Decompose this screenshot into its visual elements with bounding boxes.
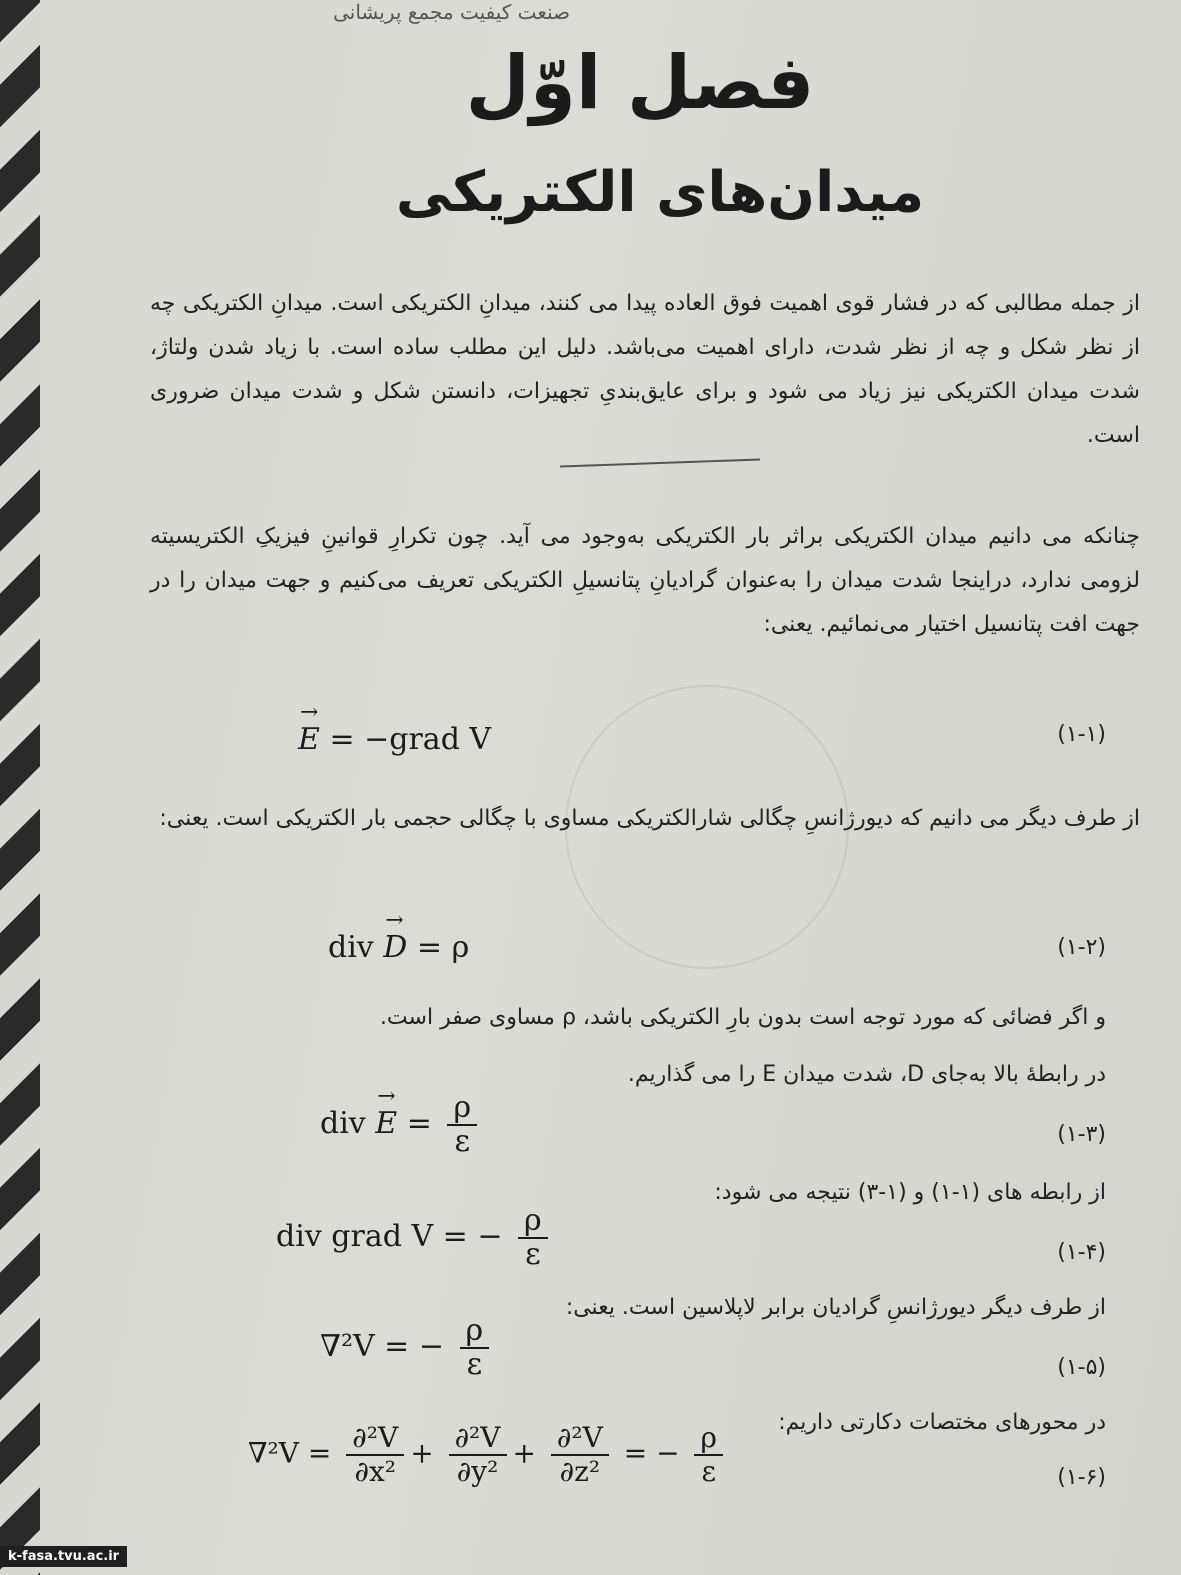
eq6-rhs: = − [623,1436,680,1470]
eq2-lhs: div [328,930,374,965]
eq4-numerator: ρ [518,1205,548,1239]
eq3-lhs: div [320,1106,366,1141]
equation-5-number: (۱-۵) [1057,1355,1106,1380]
eq3-fraction [447,1092,477,1158]
eq1-rhs: = −grad V [329,722,492,757]
eq5-numerator: ρ [460,1315,490,1349]
eq5-lhs: ∇²V = − [320,1329,444,1364]
eq6-lhs: ∇²V = [248,1436,332,1470]
equation-5 [320,1315,495,1381]
running-header: صنعت کیفیت مجمع پریشانی [333,0,570,24]
eq1-lhs: → E [298,722,320,757]
eq3-denominator: ε [454,1124,471,1159]
eq3-equals: = [406,1106,432,1141]
line-8: در محورهای مختصات دکارتی داریم: [778,1410,1106,1435]
watermark: k-fasa.tvu.ac.ir [0,1546,127,1567]
equation-1 [298,722,491,757]
paragraph-2: چنانکه می دانیم میدان الکتریکی براثر بار الکتریکی به‌وجود می آید. چون تکرارِ قوانینِ فیزیکِ الکتریسیته لزومی ندارد، دراینجا شدت میدان را به‌عنوان گرادیانِ پتانسیلِ الکتریکی تعریف می‌کنیم و جهت میدان را در جهت افت پتانسیل اختیار می‌نمائیم. یعنی: [150,524,1140,637]
line-4: و اگر فضائی که مورد توجه است بدون بارِ الکتریکی باشد، ρ مساوی صفر است. [379,1005,1106,1030]
eq6-term-y [449,1422,507,1488]
book-page [40,0,1181,1575]
eq6-term-x [346,1422,404,1488]
eq4-fraction [518,1205,548,1271]
eq6-term-x-den: ∂x² [354,1455,396,1488]
chapter-title: میدان‌های الکتریکی [395,160,925,225]
eq2-rhs: = ρ [416,930,470,965]
eq4-denominator: ε [525,1237,541,1272]
eq2-vector: → D [383,930,407,965]
paragraph-1: از جمله مطالبی که در فشار قوی اهمیت فوق العاده پیدا می کنند، میدانِ الکتریکی است. میدانِ الکتریکی چه از نظر شکل و چه از نظر شدت، دارای اهمیت می‌باشد. دلیل این مطلب ساده است. با زیاد شدن ولتاژ، شدت میدان الکتریکی نیز زیاد می شود و برای عایق‌بندیِ تجهیزات، دانستن شکل و شدت میدان ضروری است. [150,291,1140,448]
equation-4 [276,1205,554,1271]
chapter-number: فصل اوّل [465,40,815,126]
equation-3 [320,1092,483,1158]
line-5: در رابطهٔ بالا به‌جای D، شدت میدان E را می گذاریم. [627,1062,1106,1087]
eq6-term-y-num: ∂²V [449,1422,507,1456]
equation-6: ∇²V = $\frac{\text{∂²V}}{\text{∂x²}}$ + $\frac{\text{∂²V}}{\text{∂y²}}$ + $\frac{\text{∂²V}}{\text{∂z²}}$ = − $\frac{\rho}{\varepsilon}$ [248,1422,729,1488]
equation-2 [328,930,469,965]
eq6-numerator: ρ [694,1422,722,1456]
eq3-vector: → E [375,1106,397,1141]
eq5-denominator: ε [466,1347,483,1382]
eq6-term-z-den: ∂z² [559,1455,601,1488]
line-6: از رابطه های (۱-۱) و (۱-۳) نتیجه می شود: [714,1180,1106,1205]
paragraph-3: از طرف دیگر می دانیم که دیورژانسِ چگالی شارالکتریکی مساوی با چگالی حجمی بار الکتریکی است. یعنی: [159,806,1140,831]
eq6-term-z [551,1422,609,1488]
eq3-numerator: ρ [447,1092,477,1126]
eq6-fraction [694,1422,722,1488]
eq5-fraction [460,1315,490,1381]
equation-3-number: (۱-۳) [1057,1122,1106,1147]
eq6-term-z-num: ∂²V [551,1422,609,1456]
pencil-underline [560,459,760,468]
equation-4-number: (۱-۴) [1057,1240,1106,1265]
eq4-lhs: div grad V = − [276,1219,503,1254]
equation-6-number: (۱-۶) [1057,1465,1106,1490]
eq6-term-y-den: ∂y² [456,1455,499,1488]
line-7: از طرف دیگر دیورژانسِ گرادیان برابر لاپلاسین است. یعنی: [565,1295,1106,1320]
equation-2-number: (۱-۲) [1057,935,1106,960]
page-edge [0,0,40,1575]
eq6-denominator: ε [701,1455,716,1488]
equation-1-number: (۱-۱) [1057,722,1106,747]
eq6-term-x-num: ∂²V [346,1422,404,1456]
